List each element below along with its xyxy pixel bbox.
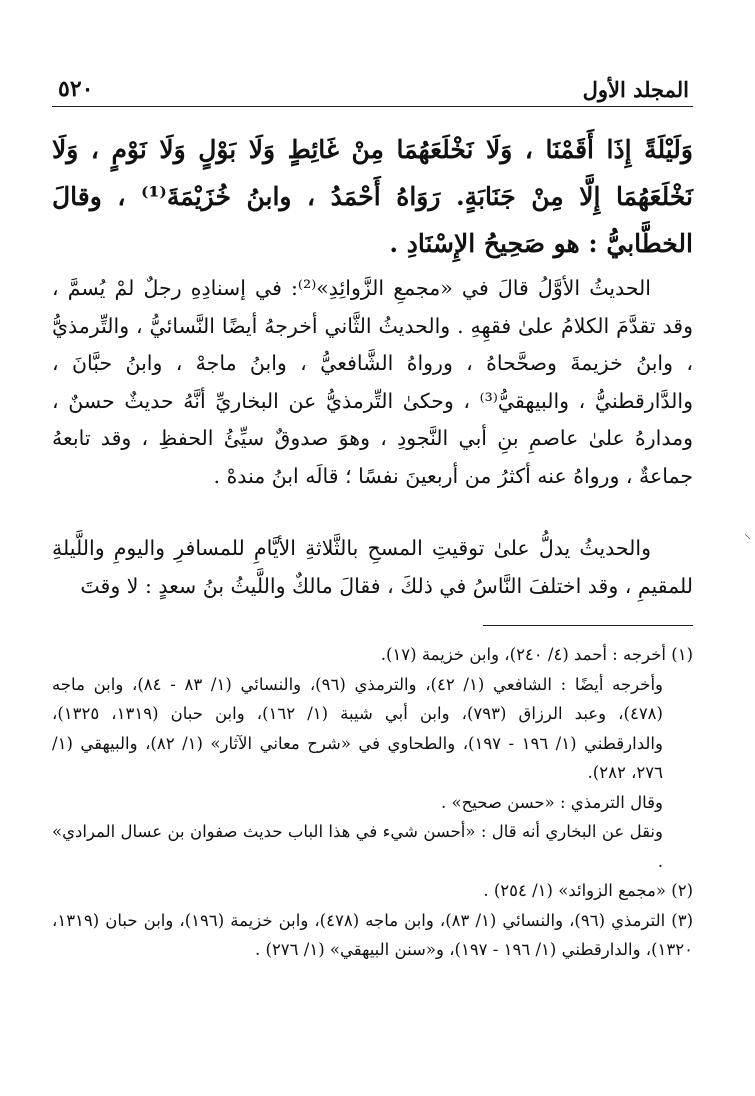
- page-number: ٥٢٠: [58, 76, 94, 102]
- footnote-1-continuation: وأخرجه أيضًا : الشافعي (١/ ٤٢)، والترمذي (٩٦)، والنسائي (١/ ٨٣ - ٨٤)، وابن ماجه (٤٧٨)، وعبد الرزاق (٧٩٣)، وابن أبي شيبة (١/ ١٦٢)، وابن حبان (١٣١٩، ١٣٢٥)، والدارقطني (١/ ١٩٦ - ١٩٧)، والطحاوي في «شرح معاني الآثار» (١/ ٨٢)، والبيهقي (١/ ٢٧٦، ٢٨٢).: [52, 674, 663, 782]
- volume-title: المجلد الأول: [582, 77, 689, 102]
- page-header: [52, 72, 693, 107]
- commentary-block-2: [52, 530, 693, 605]
- hadith-text: وَلَيْلَةً إِذَا أَقَمْنَا ، وَلَا نَخْلَعَهُمَا مِنْ غَائِطٍ وَلَا بَوْلٍ وَلَا نَوْمٍ ، وَلَا نَخْلَعَهُمَا إِلَّا مِنْ جَنَابَةٍ. رَوَاهُ أَحْمَدُ ، وابنُ خُزَيْمَةَ⁽¹⁾ ، وقالَ الخطَّابيُّ : هو صَحِيحُ الإِسْنَادِ .: [52, 135, 693, 258]
- footnote-1-bukhari: ونقل عن البخاري أنه قال : «أحسن شيء في هذا الباب حديث صفوان بن عسال المرادي» .: [52, 822, 663, 871]
- commentary-block-1: [52, 270, 693, 495]
- footnote-3: (٣) الترمذي (٩٦)، والنسائي (١/ ٨٣)، وابن ماجه (٤٧٨)، وابن خزيمة (١٩٦)، وابن حبان (١٣١٩، ١٣٢٠)، والدارقطني (١/ ١٩٦ - ١٩٧)، و«سنن البيهقي» (١/ ٢٧٦) .: [52, 910, 693, 959]
- commentary-paragraph-1: الحديثُ الأوَّلُ قالَ في «مجمعِ الزَّوائِدِ»⁽²⁾: في إسنادِهِ رجلٌ لمْ يُسمَّ ، وقد تقدَّمَ الكلامُ علىٰ فقهِهِ . والحديثُ الثَّاني أخرجهُ أيضًا النَّسائيُّ ، والتِّرمذيُّ ، وابنُ خزيمةَ وصحَّحاهُ ، ورواهُ الشَّافعيُّ ، وابنُ ماجهْ ، وابنُ حبَّانَ ، والدَّارقطنيُّ ، والبيهقيُّ⁽³⁾ ، وحكىٰ التِّرمذيُّ عن البخاريِّ أنَّهُ حديثٌ حسنٌ ، ومدارهُ علىٰ عاصمِ بنِ أبي النَّجودِ ، وهوَ صدوقٌ سيِّئُ الحفظِ ، وقد تابعهُ جماعةٌ ، ورواهُ عنه أكثرُ من أربعينَ نفسًا ؛ قالَه ابنُ مندهْ .: [52, 276, 693, 488]
- margin-mark: ⸌: [744, 532, 751, 548]
- footnote-1-tirmidhi: وقال الترمذي : «حسن صحيح» .: [441, 792, 663, 812]
- commentary-paragraph-2: والحديثُ يدلُّ علىٰ توقيتِ المسحِ بالثَّلاثةِ الأيَّامِ للمسافرِ واليومِ واللَّيلةِ للمقيمِ ، وقد اختلفَ النَّاسُ في ذلكَ ، فقالَ مالكٌ واللَّيثُ بنُ سعدٍ : لا وقتَ: [52, 536, 693, 598]
- footnote-separator: [483, 625, 693, 626]
- footnote-2: (٢) «مجمع الزوائد» (١/ ٢٥٤) .: [483, 881, 693, 900]
- footnote-1: (١) أخرجه : أحمد (٤/ ٢٤٠)، وابن خزيمة (١٧).: [380, 645, 693, 664]
- footnotes: [52, 640, 693, 965]
